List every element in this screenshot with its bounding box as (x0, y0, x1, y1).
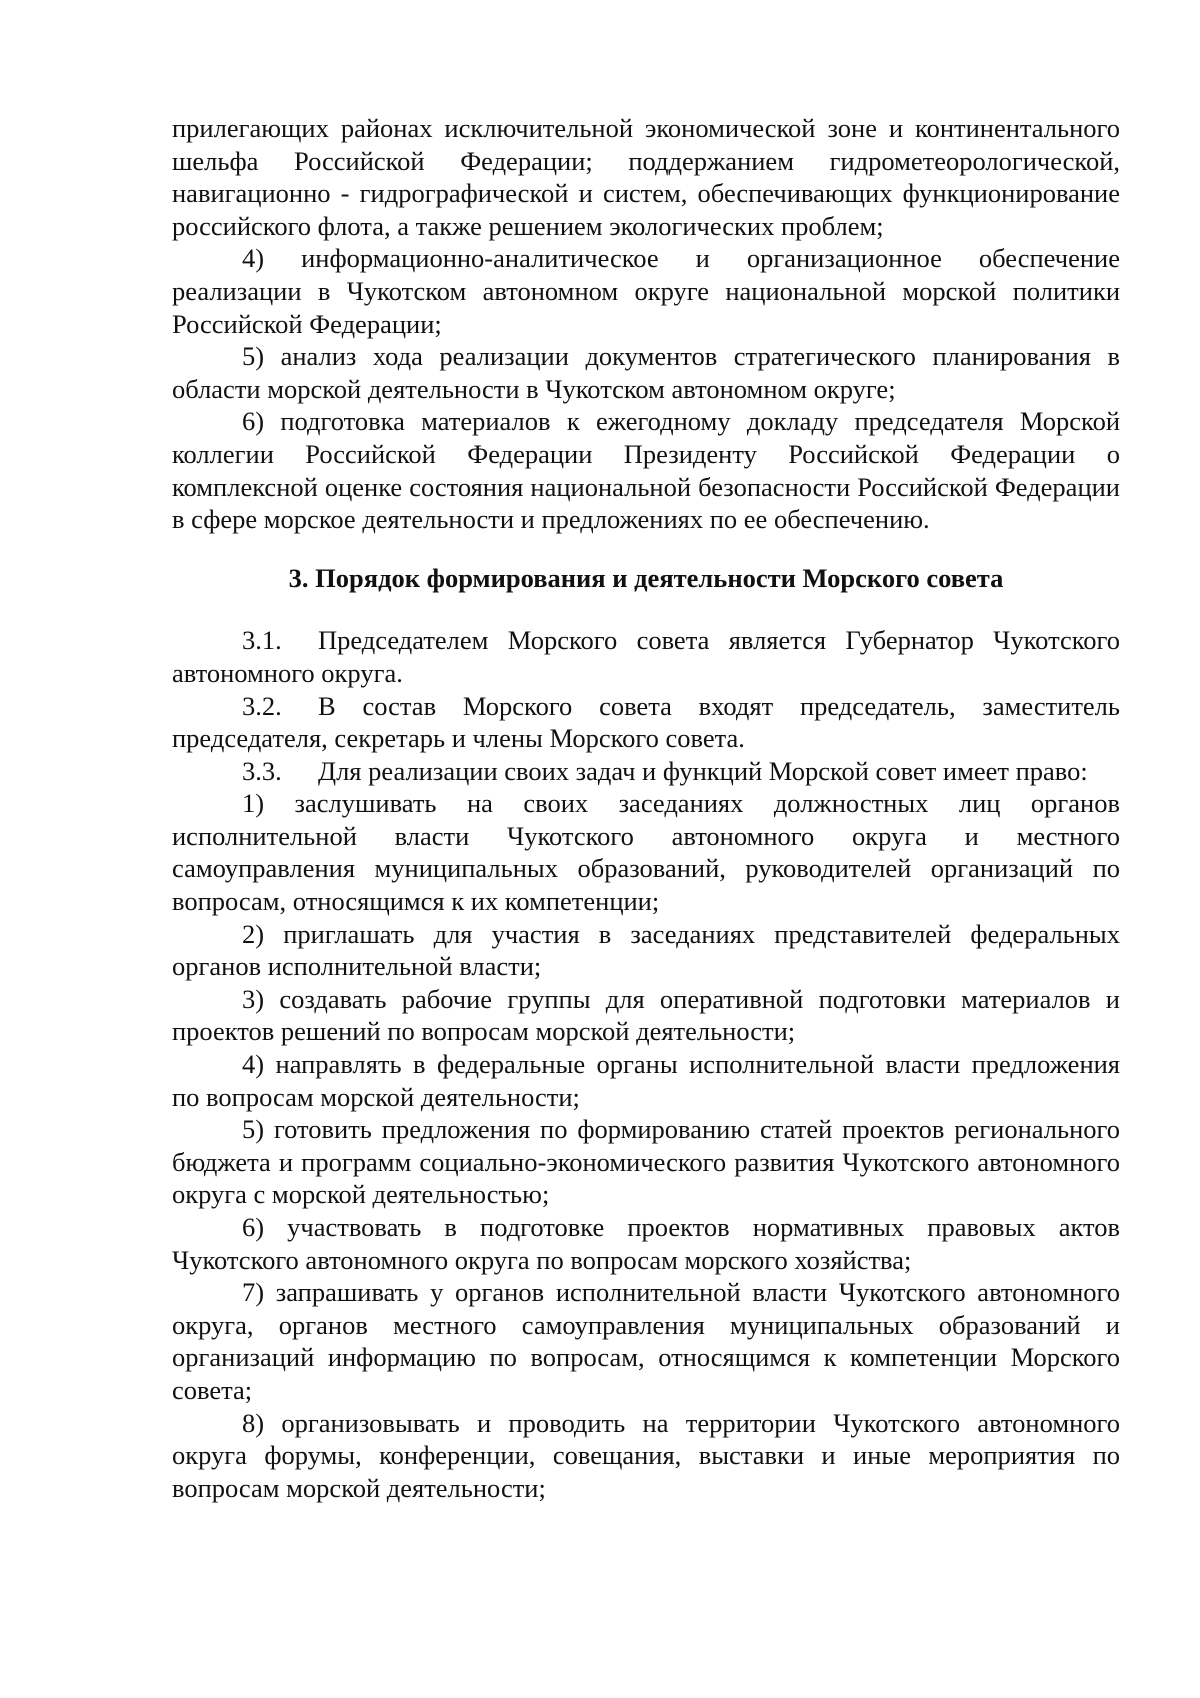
clause-number: 3.1. (242, 625, 282, 656)
clause-paragraph (172, 624, 1120, 689)
clause-text: Председателем Морского совета является Губернатор Чукотского автономного округа. (172, 625, 1120, 688)
section-heading: 3. Порядок формирования и деятельности Морского совета (288, 562, 1004, 593)
list-item: 6) подготовка материалов к ежегодному докладу председателя Морской коллегии Российской Федерации Президенту Российской Федерации о комплексной оценке состояния национальной безопасности Российской Федерации в сфере морское деятельности и предложениях по ее обеспечению. (172, 406, 1120, 535)
list-item: 5) анализ хода реализации документов стратегического планирования в области морской деятельности в Чукотском автономном округе; (172, 341, 1120, 404)
clause-paragraph (172, 755, 1120, 788)
clause-number: 3.2. (242, 690, 282, 721)
clause-number: 3.3. (242, 755, 282, 786)
intro-paragraph: прилегающих районах исключительной экономической зоне и континентального шельфа Российской Федерации; поддержанием гидрометеорологической, навигационно - гидрографической и систем, обеспечивающих функционирование российского флота, а также решением экологических проблем; (172, 113, 1120, 241)
clause-text: В состав Морского совета входят председатель, заместитель председателя, секретарь и члены Морского совета. (172, 690, 1120, 754)
list-item: 1) заслушивать на своих заседаниях должностных лиц органов исполнительной власти Чукотского автономного округа и местного самоуправления муниципальных образований, руководителей организаций по вопросам, относящимся к их компетенции; (172, 788, 1120, 917)
list-item: 7) запрашивать у органов исполнительной власти Чукотского автономного округа, органов местного самоуправления муниципальных образований и организаций информацию по вопросам, относящимся к компетенции Морского совета; (172, 1277, 1120, 1405)
list-item: 3) создавать рабочие группы для оперативной подготовки материалов и проектов решений по вопросам морской деятельности; (172, 983, 1120, 1047)
list-item: 5) готовить предложения по формированию статей проектов регионального бюджета и программ социально-экономического развития Чукотского автономного округа с морской деятельностью; (172, 1114, 1120, 1210)
clause-text: Для реализации своих задач и функций Морской совет имеет право: (318, 755, 1088, 786)
document-page (172, 112, 1120, 1504)
list-item: 6) участвовать в подготовке проектов нормативных правовых актов Чукотского автономного округа по вопросам морского хозяйства; (172, 1212, 1120, 1275)
list-item: 2) приглашать для участия в заседаниях представителей федеральных органов исполнительной власти; (172, 918, 1120, 982)
list-item: 4) информационно-аналитическое и организационное обеспечение реализации в Чукотском автономном округе национальной морской политики Российской Федерации; (172, 243, 1120, 339)
list-item: 8) организовывать и проводить на территории Чукотского автономного округа форумы, конференции, совещания, выставки и иные мероприятия по вопросам морской деятельности; (172, 1407, 1120, 1503)
list-item: 4) направлять в федеральные органы исполнительной власти предложения по вопросам морской деятельности; (172, 1049, 1120, 1112)
clause-paragraph (172, 690, 1120, 755)
